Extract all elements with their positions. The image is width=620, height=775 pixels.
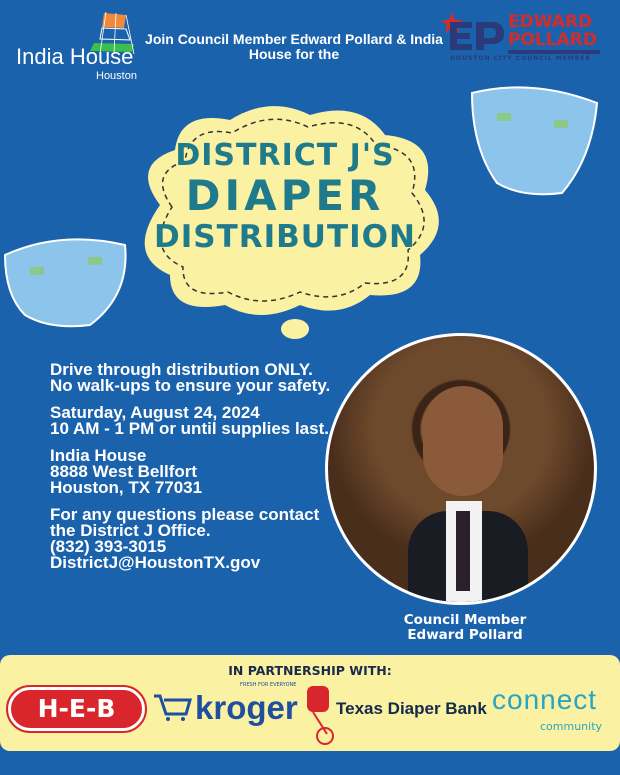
event-info (50, 362, 335, 582)
india-house-name: India House (16, 44, 134, 69)
kroger-tagline: FRESH FOR EVERYONE (240, 682, 297, 688)
notice-text: Drive through distribution ONLY. No walk-ups to ensure your safety. (50, 360, 331, 395)
title-line-3: DISTRIBUTION (154, 219, 416, 255)
ep-last-name: POLLARD (508, 30, 597, 50)
ep-subtitle: HOUSTON CITY COUNCIL MEMBER (450, 55, 592, 62)
kroger-logo: kroger (195, 689, 298, 726)
title-line-1: DISTRICT J'S (175, 138, 395, 173)
diaper-left-icon (0, 225, 135, 335)
venue: India House (50, 446, 147, 465)
safety-pin-icon (305, 684, 335, 746)
diaper-right-icon (462, 78, 602, 203)
council-member-photo (325, 333, 597, 605)
texas-diaper-bank-logo: Texas Diaper Bank (336, 699, 487, 718)
connect-community-logo: connect (492, 684, 598, 715)
caption-line-2: Edward Pollard (407, 627, 523, 643)
contact-text: For any questions please contact the District J Office. (50, 505, 320, 540)
caption-line-1: Council Member (403, 612, 527, 628)
connect-community-sub: community (540, 720, 603, 733)
title-line-2: DIAPER (185, 171, 385, 220)
india-house-city: Houston (96, 70, 137, 82)
event-date: Saturday, August 24, 2024 (50, 403, 260, 422)
phone: (832) 393-3015 (50, 537, 167, 556)
ep-first-name: EDWARD (508, 12, 593, 32)
partnership-heading: IN PARTNERSHIP WITH: (228, 663, 392, 678)
city: Houston, TX 77031 (50, 478, 203, 497)
email: DistrictJ@HoustonTX.gov (50, 553, 261, 572)
heb-logo: H-E-B (8, 687, 145, 731)
street: 8888 West Bellfort (50, 462, 198, 481)
kroger-cart-icon (152, 692, 192, 722)
photo-caption (385, 613, 545, 643)
intro-text: Join Council Member Edward Pollard & India House for the (145, 31, 443, 62)
event-time: 10 AM - 1 PM or until supplies last. (50, 419, 329, 438)
